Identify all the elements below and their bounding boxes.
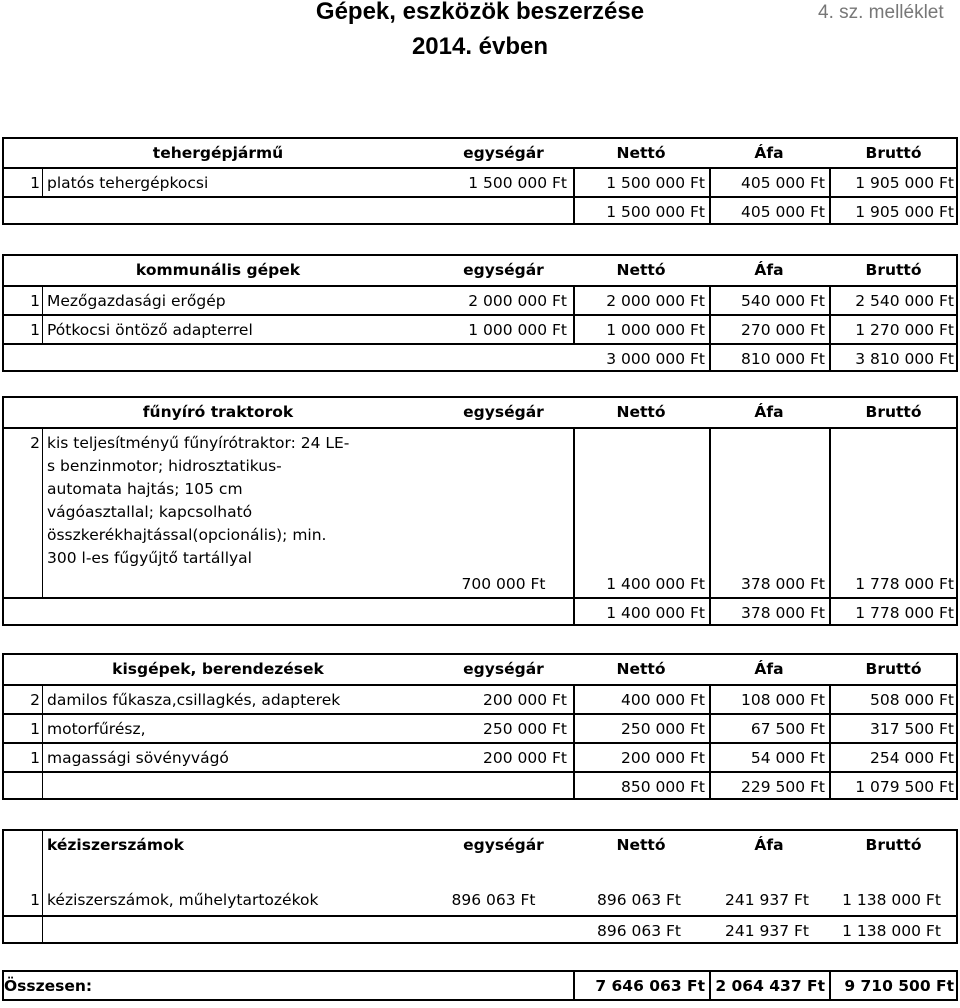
item-vat: 270 000 Ft (709, 316, 829, 343)
subtotal-net: 3 000 000 Ft (606, 350, 705, 368)
item-net: 1 500 000 Ft (573, 169, 709, 196)
item-name: Mezőgazdasági erőgép (42, 287, 394, 314)
subtotal-row (2, 343, 958, 372)
annex-label: 4. sz. melléklet (818, 2, 944, 23)
grand-total (2, 970, 958, 1001)
item-name-line: 300 l-es fűgyűjtő tartállyal (47, 549, 252, 567)
item-gross: 508 000 Ft (829, 686, 958, 713)
subtotal-net: 1 400 000 Ft (573, 599, 709, 624)
col-vat-header: Áfa (754, 836, 784, 854)
section-municipal (2, 254, 958, 372)
col-net-header: Nettó (616, 261, 666, 279)
col-vat-header: Áfa (754, 403, 784, 421)
item-qty: 1 (30, 891, 40, 909)
section-title: kommunális gépek (135, 261, 301, 279)
col-vat-header: Áfa (754, 261, 784, 279)
item-name-line: összkerékhajtással(opcionális); min. (47, 526, 327, 544)
item-unit-price: 1 500 000 Ft (468, 174, 567, 192)
section-header (2, 254, 958, 285)
item-vat: 540 000 Ft (709, 287, 829, 314)
col-unit-header: egységár (463, 836, 544, 854)
item-name: motorfűrész, (42, 715, 394, 742)
item-name: Pótkocsi öntöző adapterrel (42, 316, 394, 343)
total-vat: 2 064 437 Ft (709, 972, 829, 999)
subtotal-gross: 3 810 000 Ft (829, 345, 958, 370)
col-net-header: Nettó (616, 144, 666, 162)
item-gross: 1 905 000 Ft (829, 169, 958, 196)
col-unit-header: egységár (463, 660, 544, 678)
spacer-row (2, 860, 958, 886)
item-name-line: automata hajtás; 105 cm (47, 480, 243, 498)
item-name (42, 429, 394, 597)
item-unit-price: 2 000 000 Ft (468, 292, 567, 310)
item-name-line: vágóasztallal; kapcsolható (47, 503, 253, 521)
table-row (2, 167, 958, 196)
section-header (2, 137, 958, 167)
item-qty: 1 (30, 749, 40, 767)
subtotal-gross: 1 079 500 Ft (829, 773, 958, 798)
item-qty: 1 (30, 321, 40, 339)
item-unit-price: 700 000 Ft (461, 575, 546, 593)
subtotal-vat: 241 937 Ft (724, 922, 810, 940)
total-net: 7 646 063 Ft (573, 972, 709, 999)
subtotal-row (2, 196, 958, 225)
item-vat-cell (709, 429, 829, 597)
item-qty: 1 (30, 292, 40, 310)
item-unit-price: 250 000 Ft (482, 720, 567, 738)
item-unit-price-cell (394, 429, 573, 597)
table-row (2, 886, 958, 915)
item-net: 1 400 000 Ft (606, 575, 705, 593)
item-net: 2 000 000 Ft (573, 287, 709, 314)
page-title: Gépek, eszközök beszerzése (315, 0, 645, 25)
section-small-machines (2, 653, 958, 800)
item-unit-price: 1 000 000 Ft (468, 321, 567, 339)
item-net: 250 000 Ft (573, 715, 709, 742)
subtotal-net: 850 000 Ft (573, 773, 709, 798)
section-truck (2, 137, 958, 225)
item-unit-price: 200 000 Ft (482, 749, 567, 767)
page-subtitle-year: 2014. évben (411, 33, 549, 60)
col-gross-header: Bruttó (865, 403, 922, 421)
item-gross: 2 540 000 Ft (829, 287, 958, 314)
subtotal-net: 1 500 000 Ft (573, 198, 709, 223)
col-unit-header: egységár (463, 403, 544, 421)
item-vat: 405 000 Ft (709, 169, 829, 196)
subtotal-row (2, 597, 958, 626)
item-gross: 1 138 000 Ft (842, 891, 941, 909)
subtotal-row (2, 915, 958, 944)
subtotal-vat: 229 500 Ft (709, 773, 829, 798)
item-vat: 241 937 Ft (724, 891, 810, 909)
item-gross: 317 500 Ft (829, 715, 958, 742)
subtotal-label-cell (42, 773, 394, 798)
col-gross-header: Bruttó (865, 261, 922, 279)
section-hand-tools (2, 829, 958, 944)
section-title: kisgépek, berendezések (112, 660, 324, 678)
subtotal-vat: 810 000 Ft (709, 345, 829, 370)
item-name: platós tehergépkocsi (42, 169, 394, 196)
item-name-line: kis teljesítményű fűnyírótraktor: 24 LE- (47, 434, 350, 452)
item-name-line: s benzinmotor; hidrosztatikus- (47, 457, 282, 475)
table-row (2, 684, 958, 713)
item-gross-cell (829, 429, 958, 597)
total-gross: 9 710 500 Ft (829, 972, 958, 999)
subtotal-net: 896 063 Ft (596, 922, 682, 940)
col-net-header: Nettó (616, 660, 666, 678)
item-qty: 2 (30, 434, 40, 452)
col-gross-header: Bruttó (865, 660, 922, 678)
col-gross-header: Bruttó (865, 836, 922, 854)
col-gross-header: Bruttó (865, 144, 922, 162)
subtotal-label-cell (42, 198, 394, 223)
section-header (2, 396, 958, 427)
item-net: 1 000 000 Ft (573, 316, 709, 343)
item-gross: 1 270 000 Ft (829, 316, 958, 343)
table-row (2, 713, 958, 742)
col-vat-header: Áfa (754, 660, 784, 678)
subtotal-vat: 378 000 Ft (709, 599, 829, 624)
table-row (2, 285, 958, 314)
spacer-cell (42, 860, 394, 886)
col-net-header: Nettó (616, 403, 666, 421)
section-title: tehergépjármű (152, 144, 284, 162)
table-row (2, 314, 958, 343)
col-vat-header: Áfa (754, 144, 784, 162)
item-net-cell (573, 429, 709, 597)
subtotal-gross: 1 138 000 Ft (842, 922, 941, 940)
section-header (2, 829, 958, 860)
item-unit-price: 200 000 Ft (482, 691, 567, 709)
item-name: magassági sövényvágó (42, 744, 394, 771)
item-net: 896 063 Ft (596, 891, 682, 909)
item-name: damilos fűkasza,csillagkés, adapterek (42, 686, 394, 713)
item-qty: 2 (30, 691, 40, 709)
section-mower-tractors (2, 396, 958, 626)
total-row (2, 970, 958, 1001)
section-header (2, 653, 958, 684)
item-name: kéziszerszámok, műhelytartozékok (42, 886, 394, 915)
item-vat: 67 500 Ft (709, 715, 829, 742)
item-gross: 1 778 000 Ft (855, 575, 954, 593)
table-row (2, 427, 958, 597)
col-net-header: Nettó (616, 836, 666, 854)
section-title: fűnyíró traktorok (142, 403, 294, 421)
item-vat: 378 000 Ft (740, 575, 825, 593)
subtotal-vat: 405 000 Ft (709, 198, 829, 223)
item-vat: 54 000 Ft (709, 744, 829, 771)
item-net: 200 000 Ft (573, 744, 709, 771)
col-unit-header: egységár (463, 261, 544, 279)
total-label: Összesen: (4, 977, 93, 995)
subtotal-row (2, 771, 958, 800)
item-qty: 1 (30, 720, 40, 738)
col-unit-header: egységár (463, 144, 544, 162)
subtotal-gross: 1 778 000 Ft (829, 599, 958, 624)
section-title: kéziszerszámok (42, 831, 394, 860)
item-unit-price: 896 063 Ft (451, 891, 536, 909)
item-qty: 1 (30, 174, 40, 192)
table-row (2, 742, 958, 771)
item-gross: 254 000 Ft (829, 744, 958, 771)
item-net: 400 000 Ft (573, 686, 709, 713)
subtotal-label-cell (42, 917, 394, 942)
item-vat: 108 000 Ft (709, 686, 829, 713)
subtotal-gross: 1 905 000 Ft (829, 198, 958, 223)
